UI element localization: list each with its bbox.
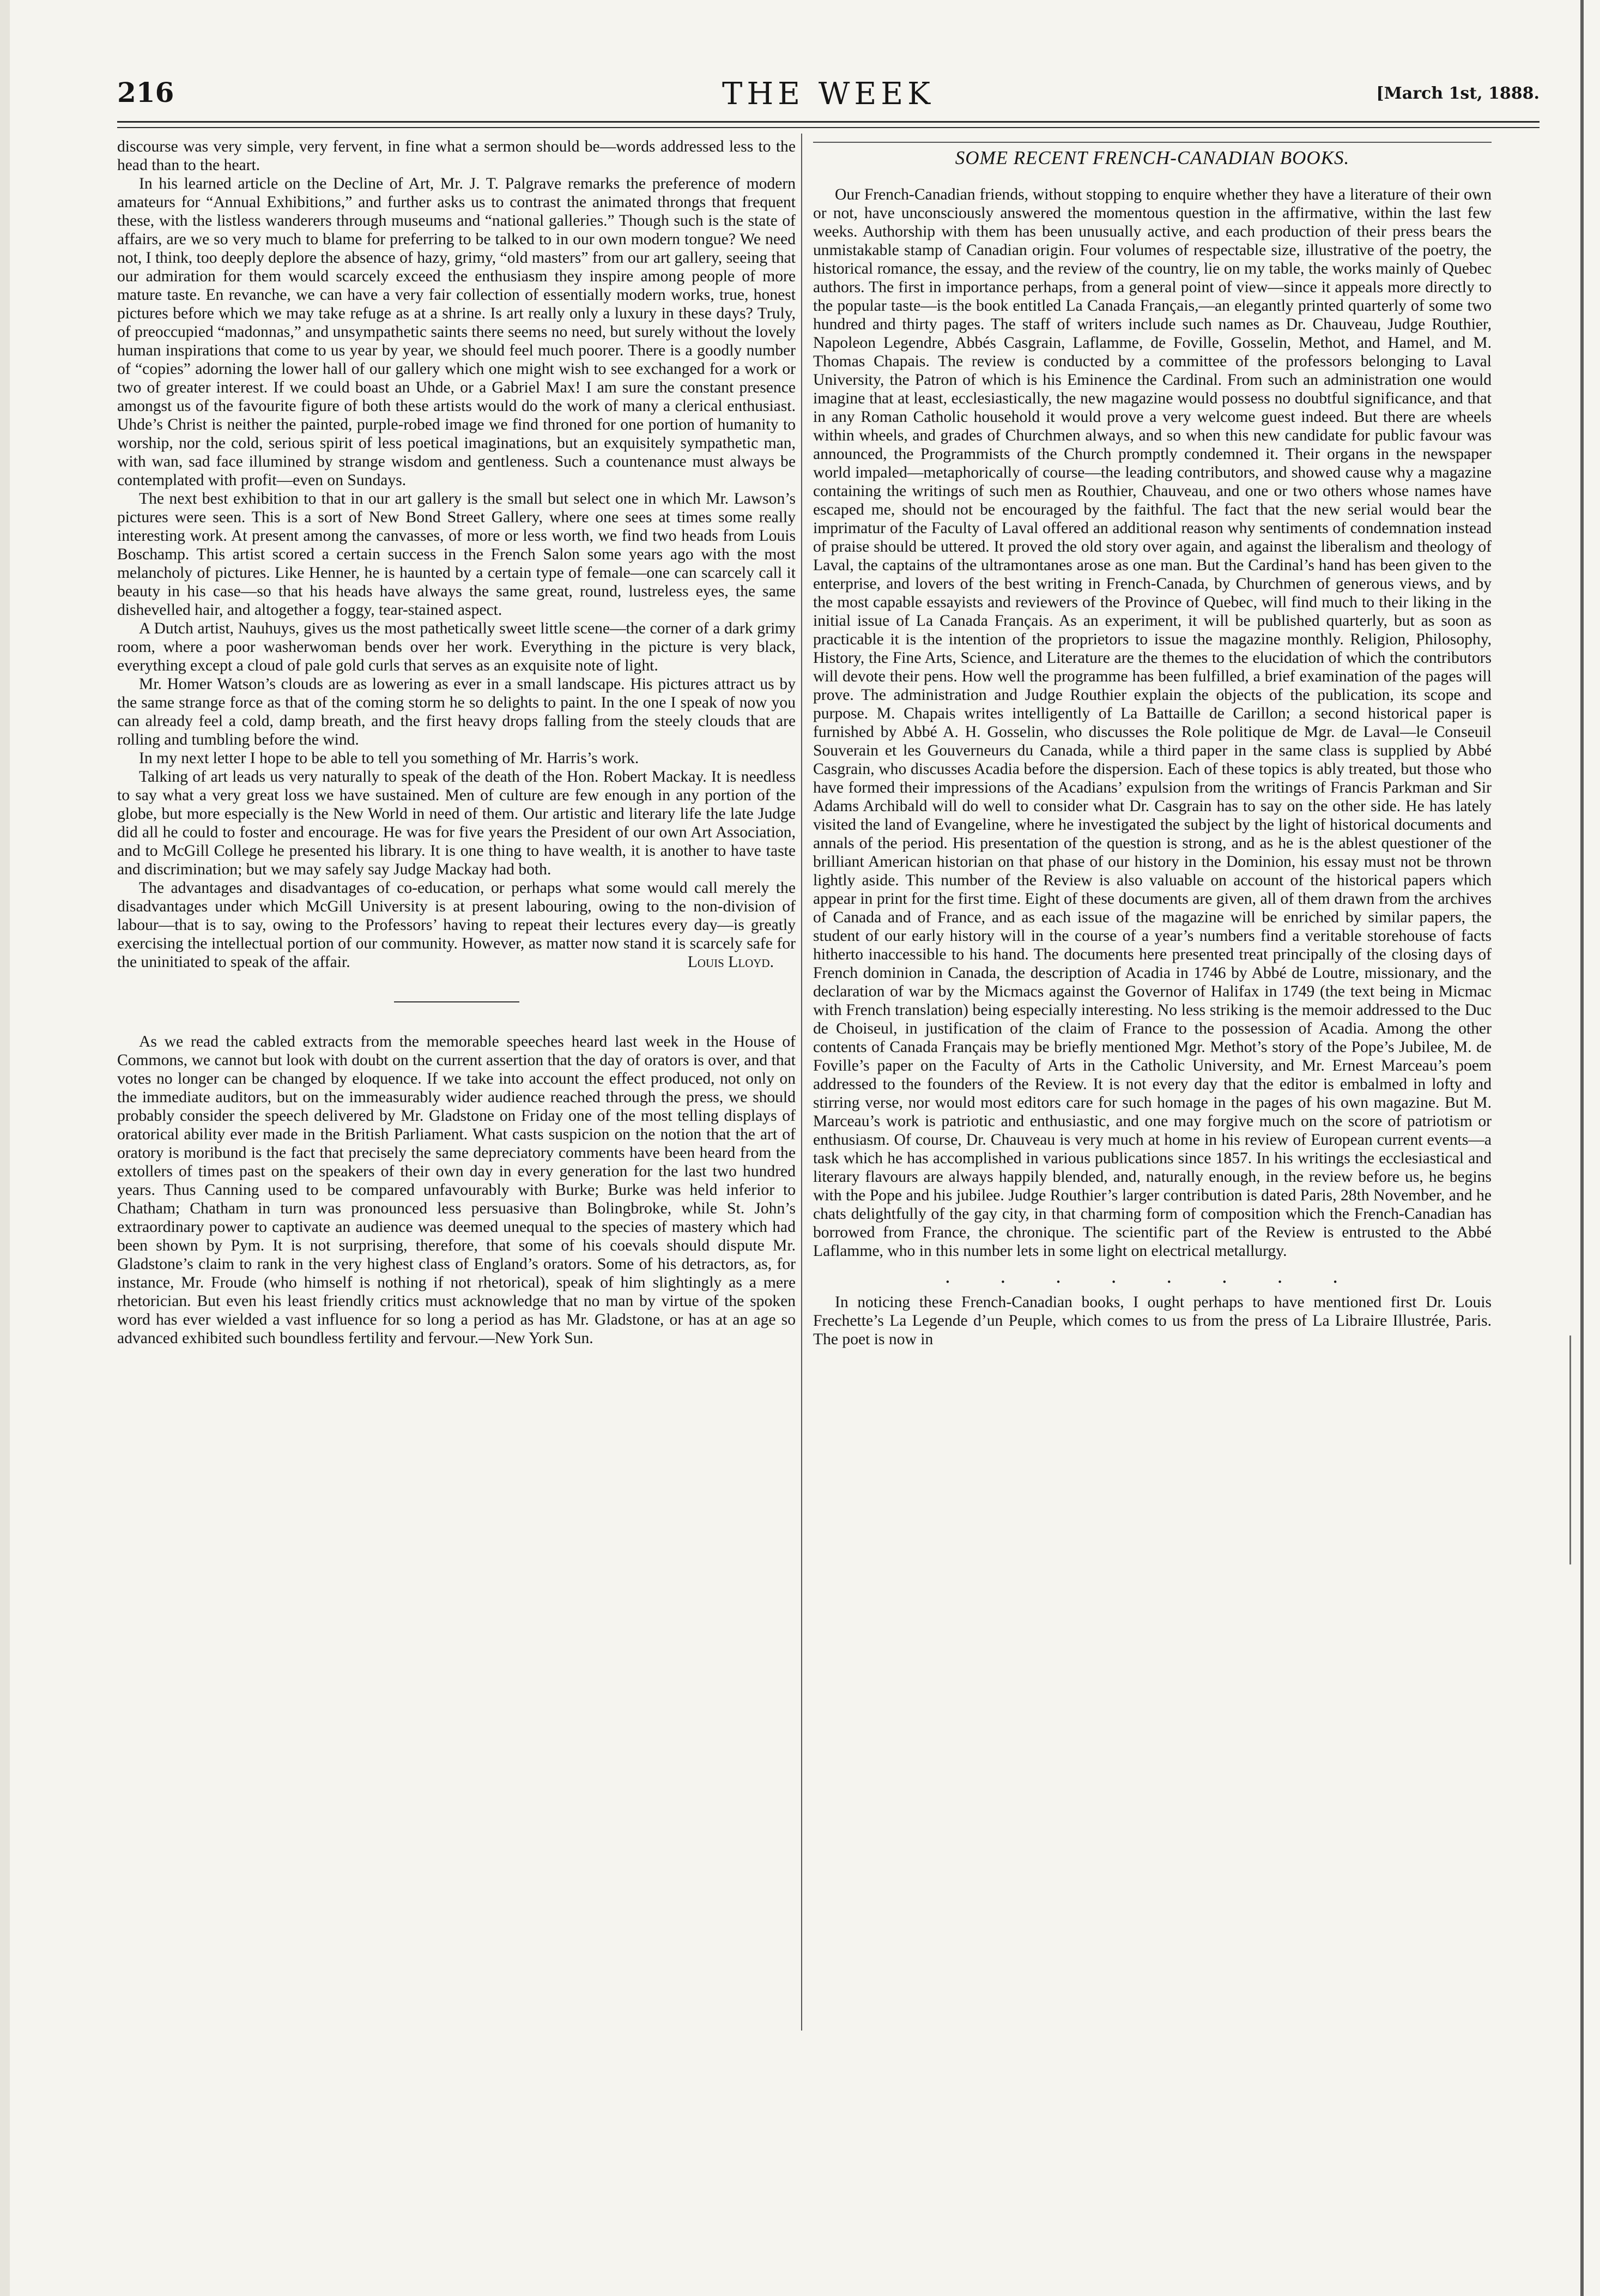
paragraph: A Dutch artist, Nauhuys, gives us the most pathetically sweet little scene—the corner of a dark grimy room, where a poor washerwoman bends over her work. Everything in the picture is very black, everything except a cloud of pale gold curls that serves as an exquisite note of light.	[117, 620, 796, 674]
paragraph: Mr. Homer Watson’s clouds are as lowering as ever in a small landscape. His pictures attract us by the same strange force as that of the coming storm he so delights to paint. In the one I speak of now you can already feel a cold, damp breath, and the first heavy drops falling from the steely clouds that are rolling and tumbling before the wind.	[117, 675, 796, 748]
masthead: THE WEEK	[722, 76, 935, 112]
article-separator	[394, 1001, 519, 1002]
binding-mark	[1569, 1336, 1571, 1564]
paragraph: The advantages and disadvantages of co-education, or perhaps what some would call merely the disadvantages under which McGill University is at present labouring, owing to the non-division of labour—that is to say, owing to the Professors’ having to repeat their lectures every day—is greatly exercising the intellectual portion of our community. However, as matter now stand it is scarcely safe for the uninitiated to speak of the affair.	[117, 879, 796, 971]
paragraph: The next best exhibition to that in our art gallery is the small but select one in which Mr. Lawson’s pictures were seen. This is a sort of New Bond Street Gallery, where one sees at times some really interesting work. At present among the canvasses, of more or less worth, we find two heads from Louis Boschamp. This artist scored a certain success in the French Salon some years ago with the most melancholy of pictures. Like Henner, he is haunted by a certain type of female—one can scarcely call it beauty in his case—so that his heads have always the same great, round, lustreless eyes, the same dishevelled hair, and altogether a foggy, tear-stained aspect.	[117, 490, 796, 619]
paragraph: In my next letter I hope to be able to tell you something of Mr. Harris’s work.	[139, 750, 639, 767]
left-column	[117, 137, 796, 1348]
paragraph: Talking of art leads us very naturally to speak of the death of the Hon. Robert Mackay. It is needless to say what a very great loss we have sustained. Men of culture are few enough in any portion of the globe, but more especially is the New World in need of them. Our artistic and literary life the late Judge did all he could to foster and encourage. He was for five years the President of our own Art Association, and to McGill College he presented his library. It is one thing to have wealth, it is another to have taste and discrimination; but we may safely say Judge Mackay had both.	[117, 768, 796, 878]
paragraph: discourse was very simple, very fervent, in fine what a sermon should be—words addressed less to the head than to the heart.	[117, 138, 796, 174]
right-column	[813, 137, 1492, 1349]
page-header	[117, 76, 1540, 120]
author-signature: Louis Lloyd.	[687, 953, 774, 971]
paragraph: In noticing these French-Canadian books, I ought perhaps to have mentioned first Dr. Louis Frechette’s La Legende d’un Peuple, which comes to us from the press of La Libraire Illustrée, Paris. The poet is now in	[813, 1294, 1492, 1348]
article-title	[813, 147, 1492, 169]
title-rule	[813, 142, 1492, 143]
binding-edge	[1580, 0, 1584, 2296]
header-rule-thin	[117, 127, 1540, 128]
header-rule	[117, 121, 1540, 123]
page-number: 216	[117, 76, 174, 108]
column-divider	[801, 134, 802, 2031]
paragraph: In his learned article on the Decline of Art, Mr. J. T. Palgrave remarks the preference of modern amateurs for “Annual Exhibitions,” and further asks us to contrast the animated throngs that frequent these, with the listless wanderers through museums and “national galleries.” Though such is the state of affairs, are we so very much to blame for preferring to be talked to in our own modern tongue? We need not, I think, too deeply deplore the absence of hazy, grimy, “old masters” from our art gallery, seeing that our admiration for them would scarcely exceed the enthusiasm they inspire among people of more mature taste. En revanche, we can have a very fair collection of essentially modern works, true, honest pictures before which we may take refuge as at a shrine. Is art really only a luxury in these days? Truly, of preoccupied “madonnas,” and unsympathetic saints there seems no need, but surely without the lovely human inspirations that come to us year by year, we should feel much poorer. There is a goodly number of “copies” adorning the lower hall of our gallery which one might wish to see exchanged for a work or two of greater interest. If we could boast an Uhde, or a Gabriel Max! I am sure the constant presence amongst us of the favourite figure of both these artists would do the work of many a clerical enthusiast. Uhde’s Christ is neither the painted, purple-robed image we find throned for one portion of humanity to worship, nor the cold, serious spirit of less poetical imaginations, but an exquisitely sympathetic man, with wan, sad face illumined by strange wisdom and gentleness. Such a countenance must always be contemplated with profit—even on Sundays.	[117, 175, 796, 489]
article-title-text: SOME RECENT FRENCH-CANADIAN BOOKS.	[955, 147, 1350, 168]
article-oratory: As we read the cabled extracts from the memorable speeches heard last week in the House of Commons, we cannot but look with doubt on the current assertion that the day of orators is over, and that votes no longer can be changed by eloquence. If we take into account the effect produced, not only on the immediate auditors, but on the immeasurably wider audience reached through the press, we should probably consider the speech delivered by Mr. Gladstone on Friday one of the most telling displays of oratorical ability ever made in the British Parliament. What casts suspicion on the notion that the art of oratory is moribund is the fact that precisely the same depreciatory comments have been heard from the extollers of times past on the speakers of their own day in every generation for the last two hundred years. Thus Canning used to be compared unfavourably with Burke; Burke was held inferior to Chatham; Chatham in turn was pronounced less persuasive than Bolingbroke, while St. John’s extraordinary power to captivate an audience was deemed unequal to the species of mastery which had been shown by Pym. It is not surprising, therefore, that some of his coevals should dispute Mr. Gladstone’s claim to rank in the very highest class of England’s orators. Some of his detractors, as, for instance, Mr. Froude (who himself is nothing if not rhetorical), speak of him slightingly as a mere rhetorician. But even his least friendly critics must acknowledge that no man by virtue of the spoken word has ever wielded a vast influence for so long a period as has Mr. Gladstone, or has at an age so advanced exhibited such boundless fertility and fervour.—New York Sun.	[117, 1033, 796, 1347]
page-gutter	[0, 0, 10, 2296]
section-dots: . . . . . . . .	[944, 1266, 1360, 1288]
paragraph: Our French-Canadian friends, without stopping to enquire whether they have a literature of their own or not, have unconsciously answered the momentous question in the affirmative, within the last few weeks. Authorship with them has been unusually active, and each production of their press bears the unmistakable stamp of Canadian origin. Four volumes of respectable size, illustrative of the poetry, the historical romance, the essay, and the review of the country, lie on my table, the works mainly of Quebec authors. The first in importance perhaps, from a general point of view—since it appeals more directly to the popular taste—is the book entitled La Canada Français,—an elegantly printed quarterly of some two hundred and thirty pages. The staff of writers include such names as Dr. Chauveau, Judge Routhier, Napoleon Legendre, Abbés Casgrain, Laflamme, de Foville, Gosselin, Methot, and Hamel, and M. Thomas Chapais. The review is conducted by a committee of the professors belonging to Laval University, the Patron of which is his Eminence the Cardinal. From such an administration one would imagine that at least, ecclesiastically, the new magazine would possess no doubtful significance, and that in any Roman Catholic household it would prove a very welcome guest indeed. But there are wheels within wheels, and grades of Churchmen always, and so when this new candidate for public favour was announced, the Programmists of the Church promptly condemned it. Their organs in the newspaper world impaled—metaphorically of course—the leading contributors, and showed cause why a magazine containing the writings of such men as Routhier, Chauveau, and one or two others whose names have escaped me, should not be encouraged by the faithful. The fact that the new serial would bear the imprimatur of the Faculty of Laval offered an additional reason why sentiments of condemnation instead of praise should be uttered. It proved the old story over again, and against the liberalism and theology of Laval, the captains of the ultramontanes arose as one man. But the Cardinal’s hand has been given to the enterprise, and lovers of the best writing in French-Canada, by Churchmen of generous views, and by the most capable essayists and reviewers of the Province of Quebec, will find much to their liking in the initial issue of La Canada Français. As an experiment, it will be published quarterly, but as soon as practicable it is the intention of the proprietors to issue the magazine monthly. Religion, Philosophy, History, the Fine Arts, Science, and Literature are the themes to the elucidation of which the contributors will devote their pens. How well the programme has been fulfilled, a brief examination of the pages will prove. The administration and Judge Routhier explain the objects of the publication, its scope and purpose. M. Chapais writes intelligently of La Battaille de Carillon; a second historical paper is furnished by Abbé A. H. Gosselin, who discusses the Role politique de Mgr. de Laval—le Conseuil Souverain et les Gouverneurs du Canada, while a third paper in the same class is supplied by Abbé Casgrain, who discusses Acadia before the dispersion. Each of these topics is ably treated, but those who have formed their impressions of the Acadians’ expulsion from the writings of Francis Parkman and Sir Adams Archibald will do well to consider what Dr. Casgrain has to say on the other side. He has lately visited the land of Evangeline, where he investigated the subject by the light of historical documents and annals of the period. His presentation of the question is strong, and as he is the ablest questioner of the brilliant American historian on that phase of our history in the Dominion, his essay must not be thrown lightly aside. This number of the Review is also valuable on account of the historical papers which appear in print for the first time. Eight of these documents are given, all of them drawn from the archives of Canada and of France, and as each issue of the magazine will be enriched by similar papers, the student of our early history will in the course of a year’s numbers find a veritable storehouse of facts hitherto inaccessible to his hand. The documents here presented treat principally of the closing days of French dominion in Canada, the description of Acadia in 1746 by Abbé de Loutre, missionary, and the declaration of war by the Micmacs against the Governor of Halifax in 1749 (the text being in Micmac with French translation) being especially interesting. No less striking is the memoir addressed to the Duc de Choiseul, in justification of the claim of France to the possession of Acadia. Among the other contents of Canada Français may be briefly mentioned Mgr. Methot’s story of the Pope’s Jubilee, M. de Foville’s paper on the Faculty of Arts in the Catholic University, and Mr. Ernest Marceau’s poem addressed to the founders of the Review. It is not every day that the editor is embalmed in lofty and stirring verse, nor would most editors care for such homage in the pages of his own magazine. But M. Marceau’s work is patriotic and enthusiastic, and one may forgive much on the score of patriotism or enthusiasm. Of course, Dr. Chauveau is very much at home in his review of European current events—a task which he has accomplished in various publications since 1857. In his writings the ecclesiastical and literary flavours are always happily blended, and, naturally enough, in the review before us, he begins with the Pope and his jubilee. Judge Routhier’s larger contribution is dated Paris, 28th November, and he chats delightfully of the gay city, in that charming form of composition which the French-Canadian has borrowed from France, the chronique. The scientific part of the Review is entrusted to the Abbé Laflamme, who in this number lets in some light on electrical metallurgy.	[813, 186, 1492, 1260]
issue-date: [March 1st, 1888.	[1376, 84, 1540, 103]
